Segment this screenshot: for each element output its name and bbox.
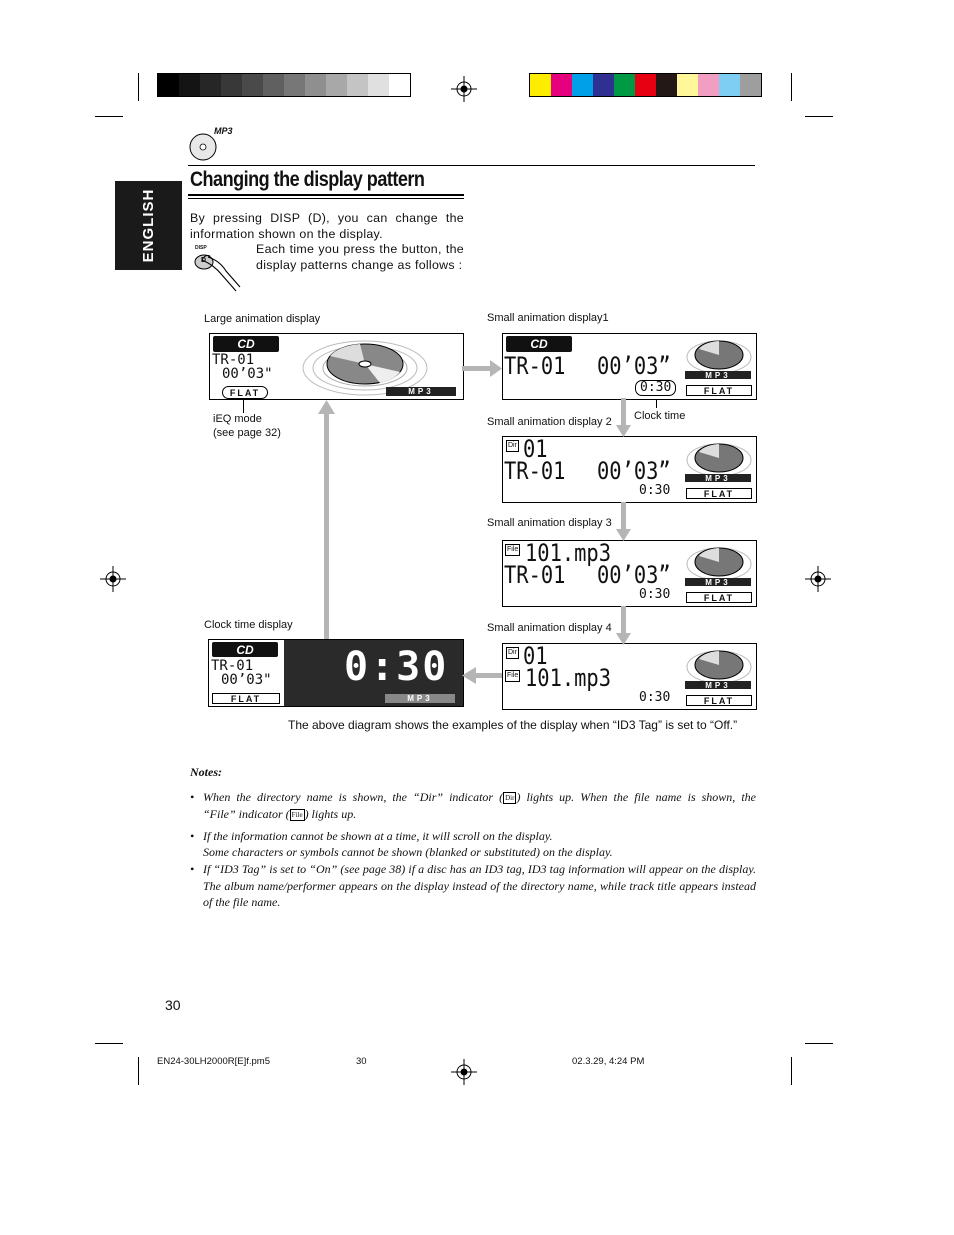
track-number: TR-01: [504, 457, 566, 485]
ieq-mode-indicator: FLAT: [686, 488, 752, 499]
label-clock-time-display: Clock time display: [204, 619, 293, 631]
note-bullet: •: [190, 790, 195, 804]
track-time: 00’03”: [597, 352, 671, 380]
clock-time: 0:30: [639, 690, 671, 705]
language-tab-label: ENGLISH: [140, 188, 157, 263]
label-small-animation-2: Small animation display 2: [487, 416, 612, 428]
note-text: When the directory name is shown, the “Dir” indicator (: [203, 790, 504, 804]
ieq-mode-indicator: FLAT: [212, 693, 280, 704]
diagram-caption: The above diagram shows the examples of the display when “ID3 Tag” is set to “Off.”: [288, 718, 738, 732]
track-number: TR-01: [212, 352, 255, 368]
mp3-indicator: MP3: [685, 474, 751, 482]
ieq-mode-indicator: FLAT: [686, 695, 752, 706]
ieq-mode-indicator: FLAT: [686, 385, 752, 396]
file-name: 101.mp3: [525, 540, 611, 567]
ieq-mode-indicator: FLAT: [222, 386, 268, 399]
track-number: TR-01: [504, 561, 566, 589]
ieq-mode-indicator: FLAT: [686, 592, 752, 603]
label-ieq-reference: (see page 32): [213, 427, 281, 439]
note-scroll: If the information cannot be shown at a time, it will scroll on the display.: [203, 829, 553, 843]
dir-indicator: Dir: [506, 440, 519, 452]
file-name: 101.mp3: [525, 664, 611, 692]
section-label: MP3: [214, 126, 233, 136]
mp3-indicator: MP3: [685, 371, 751, 379]
file-indicator: File: [505, 670, 520, 682]
mp3-indicator: MP3: [685, 578, 751, 586]
directory-number: 01: [523, 643, 548, 670]
intro-paragraph-2: Each time you press the button, the display patterns change as follows :: [256, 242, 464, 272]
page-number: 30: [165, 997, 181, 1013]
cd-indicator: CD: [213, 336, 279, 352]
button-label-top: DISP: [195, 245, 207, 251]
dir-indicator: Dir: [506, 647, 519, 659]
label-small-animation-4: Small animation display 4: [487, 622, 612, 634]
clock-time: 0:30: [635, 380, 676, 396]
track-time: 00’03”: [597, 561, 671, 589]
clock-time: 0:30: [639, 483, 671, 498]
cd-indicator: CD: [506, 336, 572, 352]
note-characters: Some characters or symbols cannot be shown (blanked or substituted) on the display.: [203, 845, 613, 859]
note-text: “File” indicator (: [203, 806, 290, 821]
note-bullet: •: [190, 829, 195, 843]
file-indicator: File: [505, 544, 520, 556]
large-clock-time: 0:30: [344, 644, 449, 690]
note-dir-file-indicator: [203, 789, 756, 822]
track-time: 00’03": [221, 672, 272, 688]
label-small-animation-1: Small animation display1: [487, 312, 609, 324]
note-text: ) lights up.: [304, 806, 357, 821]
label-large-animation: Large animation display: [204, 313, 321, 325]
intro-paragraph: By pressing DISP (D), you can change the information shown on the display.: [190, 211, 464, 241]
directory-number: 01: [523, 436, 548, 463]
mp3-indicator: MP3: [386, 387, 456, 396]
page-title: Changing the display pattern: [190, 168, 425, 191]
cd-indicator: CD: [212, 642, 278, 657]
track-time: 00’03": [222, 366, 273, 382]
label-clock-time: Clock time: [634, 410, 686, 422]
crop-mark: [95, 1043, 123, 1044]
track-time: 00’03”: [597, 457, 671, 485]
footer-file-name: EN24-30LH2000R[E]f.pm5: [157, 1056, 271, 1067]
crop-mark: [791, 1057, 792, 1085]
track-number: TR-01: [211, 658, 254, 674]
note-bullet: •: [190, 862, 195, 876]
label-small-animation-3: Small animation display 3: [487, 517, 612, 529]
registration-mark-icon: [451, 1059, 477, 1085]
mp3-indicator: MP3: [385, 694, 455, 703]
crop-mark: [138, 1057, 139, 1085]
file-indicator-icon: File: [291, 810, 303, 819]
note-id3-tag: If “ID3 Tag” is set to “On” (see page 38) if a disc has an ID3 tag, ID3 tag information will appear on the display. The album name/performer appears on the display instead of the directory name, while track title appears instead of the file name.: [203, 862, 756, 909]
track-number: TR-01: [504, 352, 566, 380]
footer-page: 30: [356, 1056, 367, 1067]
crop-mark: [805, 1043, 833, 1044]
dir-indicator-icon: Dir: [505, 794, 515, 803]
button-label: D: [201, 257, 207, 264]
notes-heading: Notes:: [190, 765, 222, 779]
mp3-indicator: MP3: [685, 681, 751, 689]
clock-time: 0:30: [639, 587, 671, 602]
footer-date: 02.3.29, 4:24 PM: [572, 1056, 645, 1067]
label-ieq-mode: iEQ mode: [213, 413, 262, 425]
note-text: ) lights up. When the file name is shown, the: [516, 790, 756, 804]
